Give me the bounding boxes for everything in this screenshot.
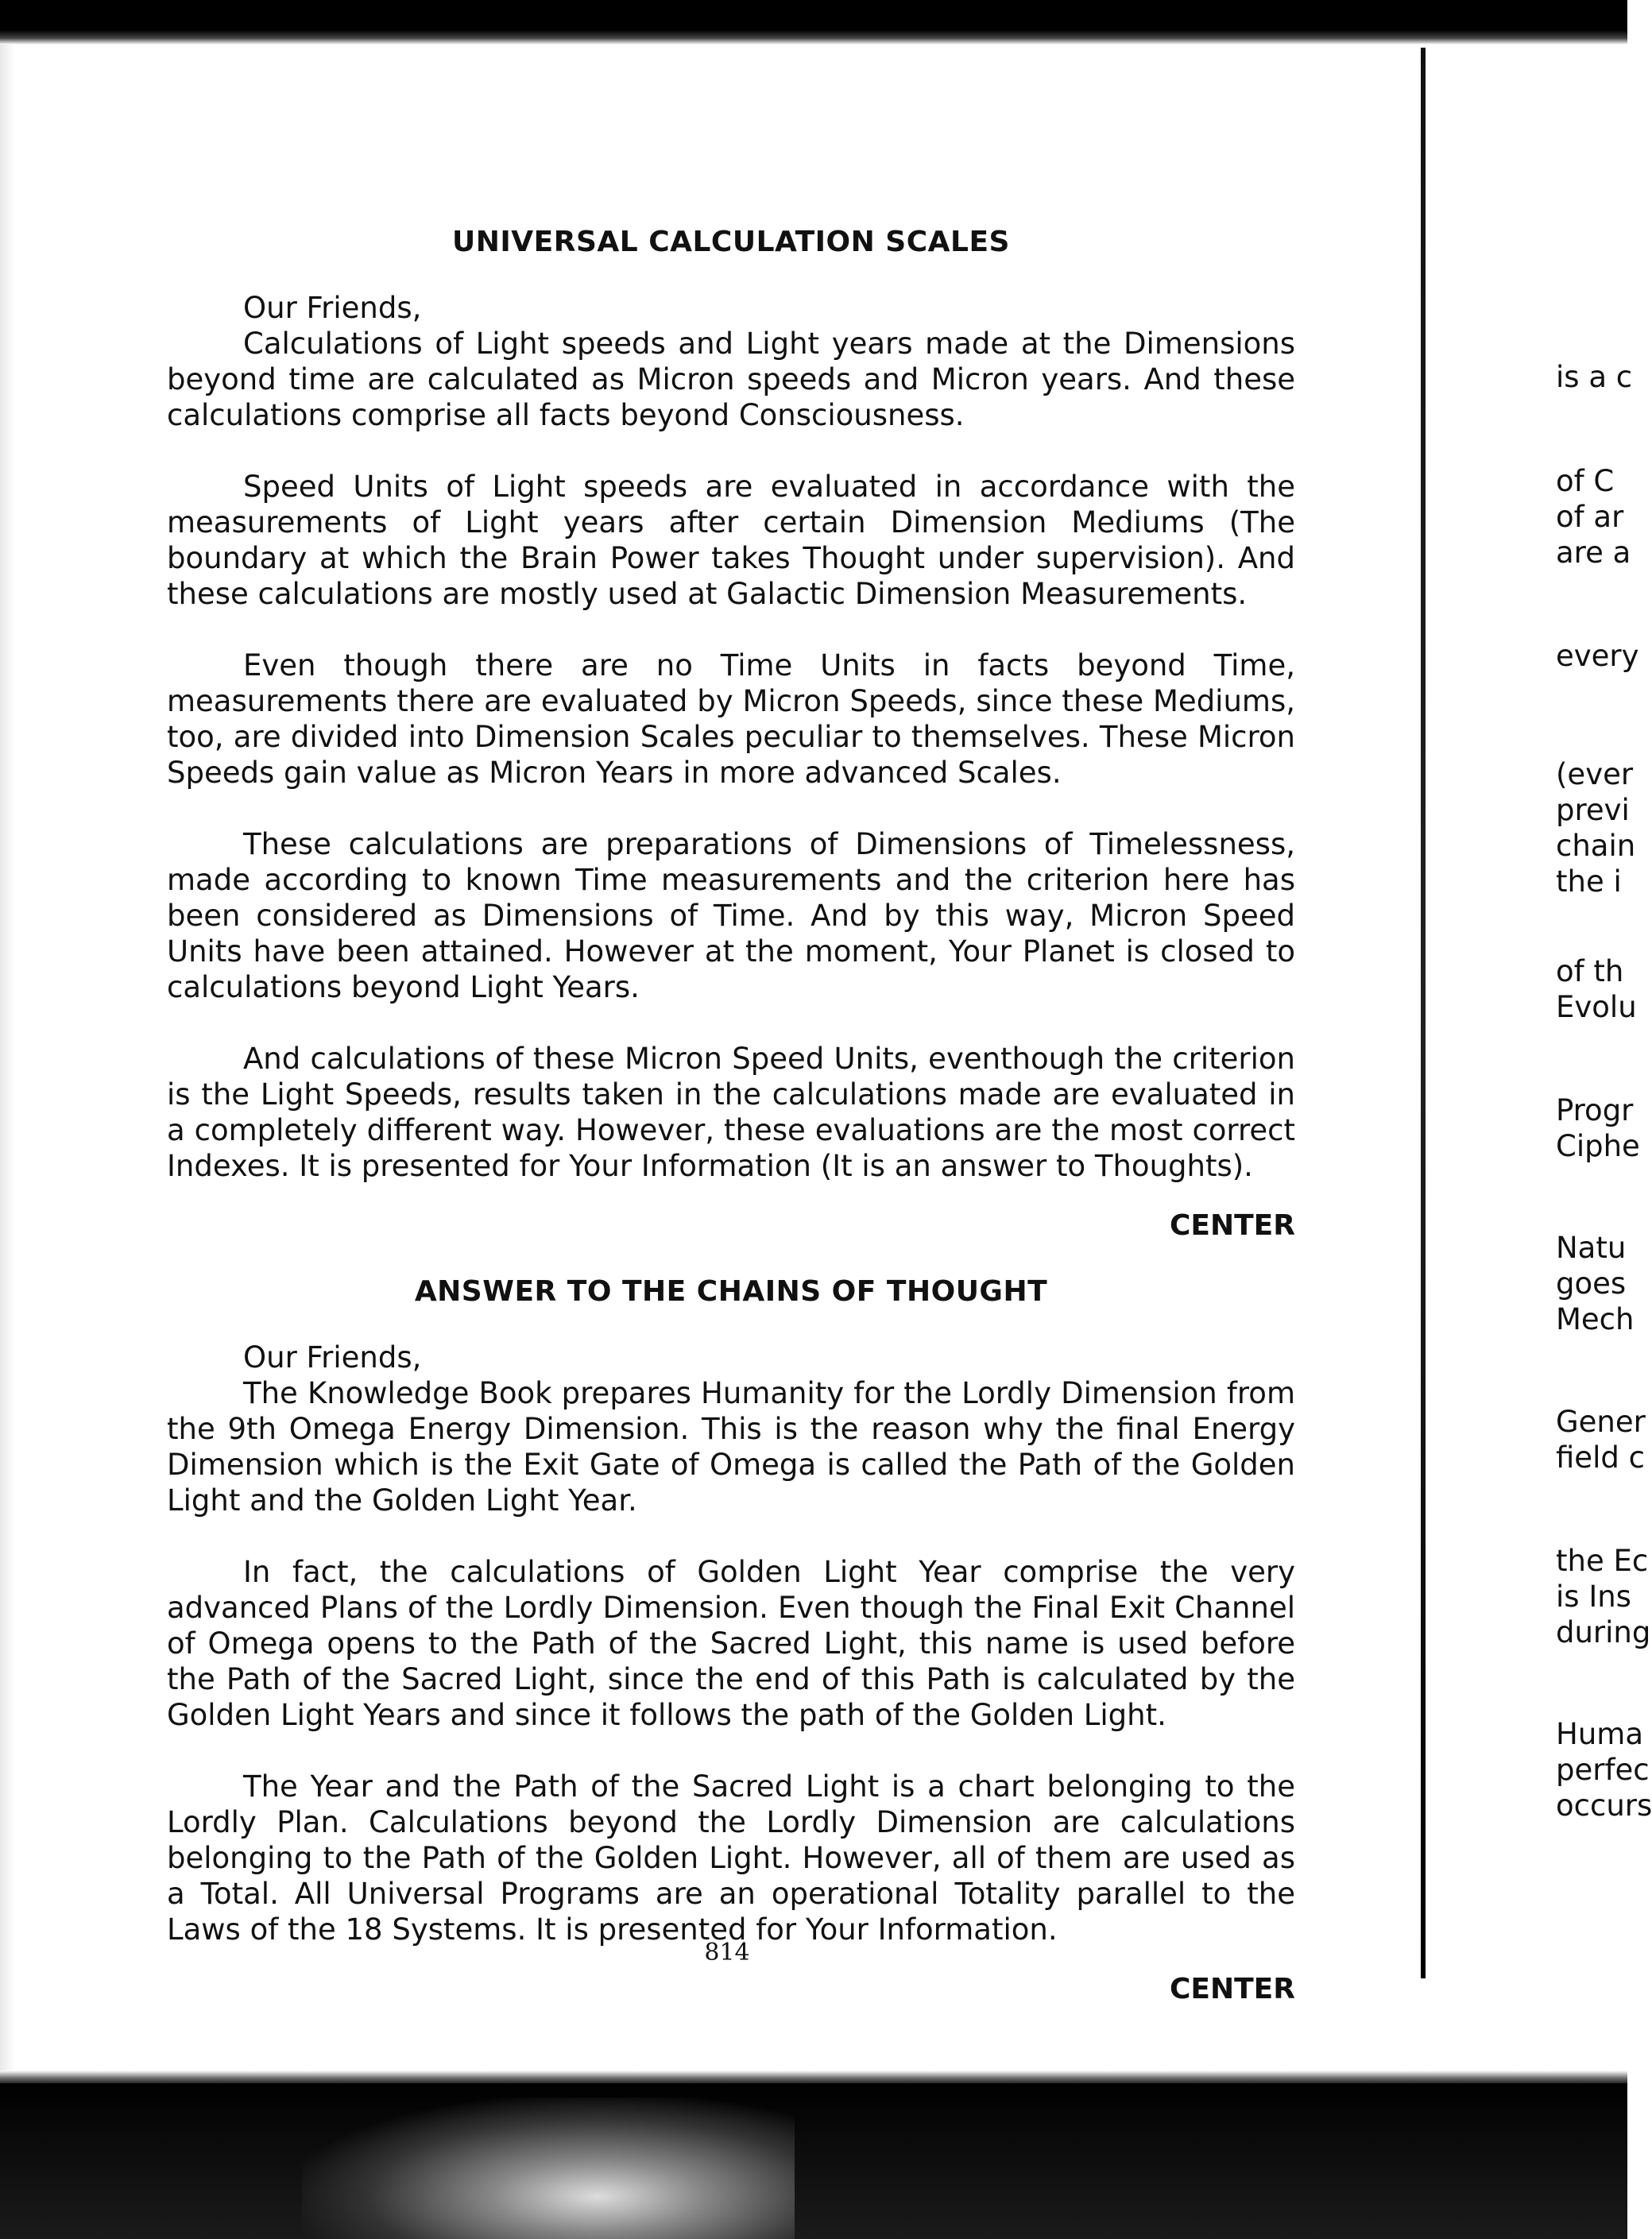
facing-page-fragment: are a [1556,536,1631,570]
scan-left-edge [0,44,14,2079]
facing-page-fragment: perfec [1556,1753,1650,1787]
facing-page-fragment: Progr [1556,1093,1634,1127]
facing-page-fragment: chain [1556,829,1636,863]
scan-bottom-border [0,2083,1627,2239]
facing-page-fragment: during [1556,1615,1651,1649]
book-spine-shadow [1421,48,1426,1978]
section1-paragraph: These calculations are preparations of Dimensions of Timelessness, made according to known Time measurements and the criterion here has been considered as Dimensions of Time. And by this way, Micron Speed Units have been attained. However at the moment, Your Planet is closed to calculations beyond Light Years. [167,827,1295,1004]
facing-page-fragment: Mech [1556,1302,1635,1336]
facing-page-fragments [1556,0,1652,2082]
facing-page-fragment: occurs [1556,1788,1652,1823]
facing-page-fragment: (ever [1556,757,1634,791]
section2-paragraph: The Year and the Path of the Sacred Light is a chart belonging to the Lordly Plan. Calculations beyond the Lordly Dimension are calculations belonging to the Path of the Golden Light. However, all of them are used as a Total. All Universal Programs are an operational Totality parallel to the Laws of the 18 Systems. It is presented for Your Information. [167,1769,1295,1947]
section1-paragraph: And calculations of these Micron Speed Units, eventhough the criterion is the Light Speeds, results taken in the calculations made are evaluated in a completely different way. However, these evaluations are the most correct Indexes. It is presented for Your Information (It is an answer to Thoughts). [167,1042,1295,1183]
left-page-text [167,224,1295,2007]
facing-page-fragment: field c [1556,1440,1645,1475]
section2-paragraph: The Knowledge Book prepares Humanity for the Lordly Dimension from the 9th Omega Energy Dimension. This is the reason why the final Energy Dimension which is the Exit Gate of Omega is called the Path of the Golden Light and the Golden Light Year. [167,1376,1295,1518]
facing-page-fragment: of C [1556,464,1615,498]
facing-page-fragment: Huma [1556,1717,1643,1751]
section2-signature: CENTER [1169,1973,1295,2005]
facing-page-fragment: of ar [1556,500,1624,534]
section2-title: ANSWER TO THE CHAINS OF THOUGHT [414,1275,1048,1308]
facing-page-fragment: of th [1556,954,1624,988]
facing-page-fragment: Evolu [1556,990,1637,1024]
section2-paragraph: In fact, the calculations of Golden Light Year comprise the very advanced Plans of the Lordly Dimension. Even though the Final Exit Channel of Omega opens to the Path of the Sacred Light, this name is used before the Path of the Sacred Light, since the end of this Path is calculated by the Golden Light Years and since it follows the path of the Golden Light. [167,1555,1295,1732]
facing-page-fragment: Natu [1556,1231,1627,1265]
facing-page-fragment: is Ins [1556,1580,1631,1614]
facing-page-fragment: Gener [1556,1405,1646,1439]
facing-page-fragment: goes [1556,1266,1627,1301]
section1-paragraph: Calculations of Light speeds and Light years made at the Dimensions beyond time are calculated as Micron speeds and Micron years. And these calculations comprise all facts beyond Consciousness. [167,327,1295,432]
section1-greeting: Our Friends, [243,291,422,325]
section1-signature: CENTER [1169,1209,1295,1242]
facing-page-fragment: previ [1556,793,1630,827]
facing-page-fragment: the i [1556,864,1622,899]
section1-title: UNIVERSAL CALCULATION SCALES [452,226,1010,258]
section1-paragraph: Even though there are no Time Units in facts beyond Time, measurements there are evaluated by Micron Speeds, since these Mediums, too, are divided into Dimension Scales peculiar to themselves. These Micron Speeds gain value as Micron Years in more advanced Scales. [167,648,1295,790]
facing-page-fragment: every [1556,639,1639,673]
facing-page-fragment: is a c [1556,360,1633,394]
page-number: 814 [704,1939,750,1966]
facing-page-fragment: the Ec [1556,1544,1649,1578]
scan-top-border [0,0,1627,44]
scan-glare [302,2098,795,2239]
facing-page-fragment: Ciphe [1556,1129,1640,1163]
section1-paragraph: Speed Units of Light speeds are evaluated in accordance with the measurements of Light years after certain Dimension Mediums (The boundary at which the Brain Power takes Thought under supervision). And these calculations are mostly used at Galactic Dimension Measurements. [167,470,1295,611]
section2-greeting: Our Friends, [243,1340,422,1375]
